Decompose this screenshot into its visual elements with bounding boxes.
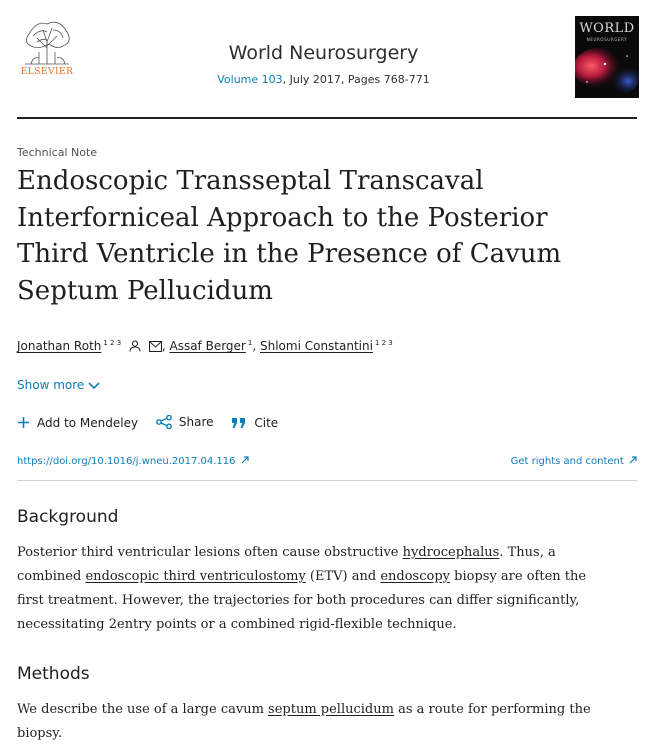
author-affiliation-sup: 1 2 3 — [374, 339, 393, 347]
section-heading-methods: Methods — [17, 664, 90, 684]
journal-masthead — [0, 0, 647, 118]
doi-link[interactable] — [17, 456, 249, 467]
share-button[interactable] — [156, 415, 214, 429]
volume-link[interactable]: Volume 103 — [217, 73, 283, 86]
show-more-label: Show more — [17, 378, 85, 392]
issue-info — [0, 73, 647, 86]
author-affiliation-sup: 1 — [247, 339, 253, 347]
section-heading-background: Background — [17, 507, 119, 527]
quote-icon — [231, 417, 247, 429]
author-name-berger[interactable]: Assaf Berger — [169, 339, 246, 353]
paragraph-line — [17, 613, 632, 637]
term-link-endoscopy[interactable]: endoscopy — [380, 569, 451, 584]
text-run: necessitating 2entry points or a combined rigid-flexible technique. — [17, 617, 457, 632]
author-separator: , — [161, 339, 170, 353]
text-run: biopsy are often the — [450, 569, 587, 584]
text-run: as a route for performing the — [393, 702, 591, 717]
share-label: Share — [178, 415, 214, 429]
paragraph-line — [17, 565, 632, 589]
article-type: Technical Note — [17, 146, 98, 159]
publisher-wordmark: ELSEVIER — [20, 67, 74, 77]
paragraph-line — [17, 589, 632, 613]
author-separator: , — [252, 339, 260, 353]
doi-url: https://doi.org/10.1016/j.wneu.2017.04.116 — [17, 456, 236, 467]
term-link-etv[interactable]: endoscopic third ventriculostomy — [85, 569, 306, 584]
get-rights-link[interactable] — [511, 456, 637, 467]
term-link-septum-pellucidum[interactable]: septum pellucidum — [268, 702, 394, 717]
text-run: We describe the use of a large cavum — [17, 702, 269, 717]
add-to-mendeley-button[interactable] — [17, 416, 138, 430]
text-run: . Thus, a — [499, 545, 556, 560]
cover-title: WORLD — [579, 21, 635, 36]
paragraph-line — [17, 722, 632, 746]
show-more-button[interactable] — [17, 378, 100, 392]
person-icon[interactable] — [129, 340, 141, 352]
term-link-hydrocephalus[interactable]: hydrocephalus — [402, 545, 500, 560]
paragraph-line — [17, 698, 632, 722]
issue-details: , July 2017, Pages 768-771 — [282, 73, 430, 86]
chevron-down-icon — [88, 382, 100, 390]
cite-button[interactable] — [231, 416, 278, 430]
text-run: first treatment. However, the trajectories for both procedures can differ significantly, — [17, 593, 580, 608]
author-name-constantini[interactable]: Shlomi Constantini — [259, 339, 373, 353]
author-affiliation-sup: 1 2 3 — [103, 339, 122, 347]
article-title: Endoscopic Transseptal Transcaval Interforniceal Approach to the Posterior Third Ventricle in the Presence of Cavum Septum Pellucidum — [17, 166, 562, 306]
journal-title[interactable]: World Neurosurgery — [228, 42, 419, 64]
author-entry — [260, 339, 393, 353]
external-link-arrow-icon — [629, 456, 637, 464]
external-link-arrow-icon — [241, 456, 249, 464]
cover-nebula-image — [575, 44, 639, 98]
header-divider — [17, 117, 637, 119]
cover-subtitle: NEUROSURGERY — [586, 37, 628, 42]
text-run: biopsy. — [17, 726, 63, 741]
section-body-methods — [17, 698, 632, 746]
section-body-background — [17, 541, 632, 637]
get-rights-label: Get rights and content — [510, 456, 624, 467]
article-actions-toolbar — [17, 415, 292, 435]
text-run: combined — [17, 569, 86, 584]
cite-label: Cite — [254, 416, 279, 430]
text-run: Posterior third ventricular lesions often cause obstructive — [17, 545, 403, 560]
author-list — [17, 339, 393, 353]
abstract-divider — [17, 480, 637, 481]
email-icon[interactable] — [149, 341, 162, 352]
plus-icon — [17, 416, 30, 429]
author-entry — [17, 339, 169, 353]
paragraph-line — [17, 541, 632, 565]
author-name-roth[interactable]: Jonathan Roth — [17, 339, 102, 353]
add-to-mendeley-label: Add to Mendeley — [37, 415, 139, 430]
author-entry — [169, 339, 260, 353]
journal-cover-thumbnail[interactable] — [575, 16, 639, 98]
share-icon — [156, 415, 172, 429]
text-run: (ETV) and — [305, 569, 381, 584]
